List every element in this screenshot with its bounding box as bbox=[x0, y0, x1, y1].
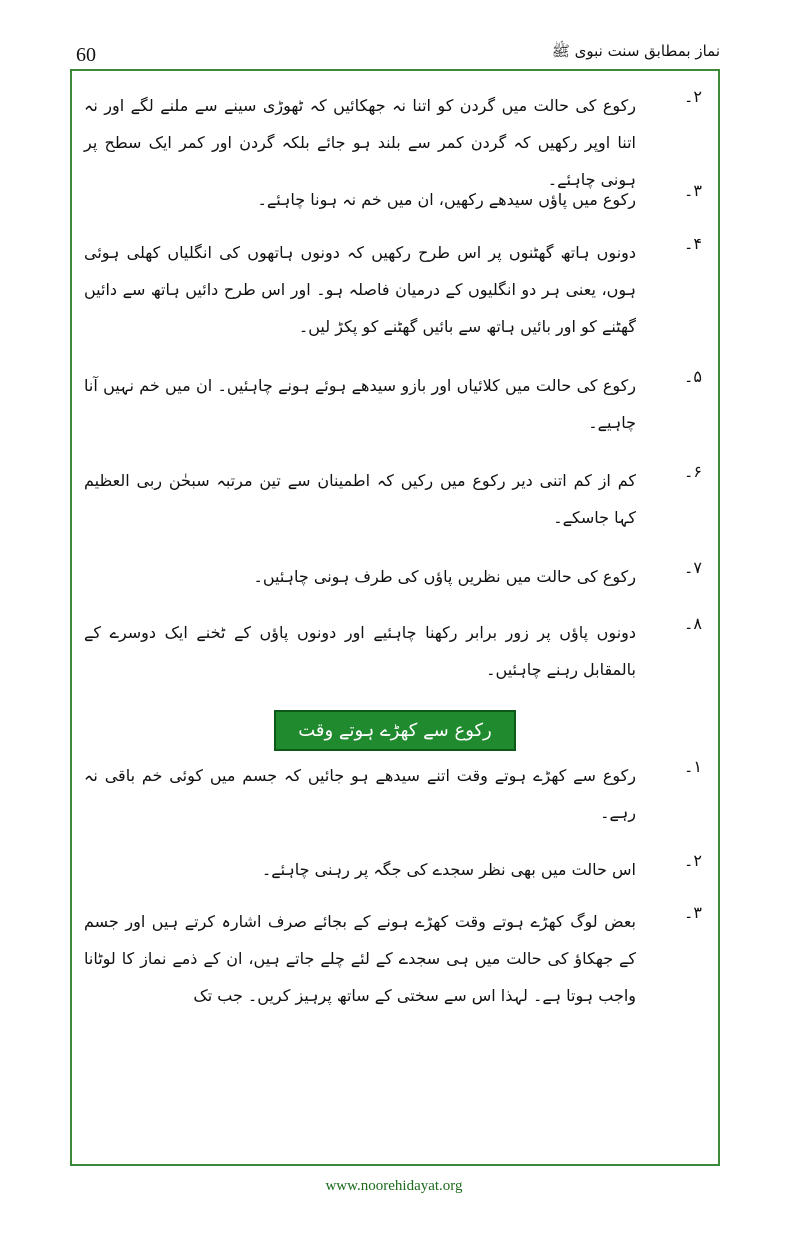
page-header bbox=[70, 38, 720, 68]
list-item bbox=[72, 181, 718, 234]
item-text: کم از کم اتنی دیر رکوع میں رکیں کہ اطمینان سے تین مرتبہ سبحٰن ربی العظیم کہا جاسکے۔ bbox=[84, 471, 636, 527]
item-number: ۳۔ bbox=[684, 903, 702, 922]
item-text: رکوع کی حالت میں نظریں پاؤں کی طرف ہونی چاہئیں۔ bbox=[253, 567, 636, 586]
footer-website: www.noorehidayat.org bbox=[325, 1178, 463, 1194]
item-text: رکوع کی حالت میں کلائیاں اور بازو سیدھے ہوئے ہونے چاہئیں۔ ان میں خم نہیں آنا چاہیے۔ bbox=[84, 376, 636, 432]
item-text: دونوں پاؤں پر زور برابر رکھنا چاہئیے اور دونوں پاؤں کے ٹخنے ایک دوسرے کے بالمقابل رہنے چاہئیں۔ bbox=[84, 623, 636, 679]
item-text: رکوع میں پاؤں سیدھے رکھیں، ان میں خم نہ ہونا چاہئے۔ bbox=[257, 190, 636, 209]
content-body bbox=[72, 87, 718, 1031]
item-number: ۸۔ bbox=[684, 614, 702, 633]
item-text: اس حالت میں بھی نظر سجدے کی جگہ پر رہنی چاہئے۔ bbox=[261, 860, 636, 879]
item-number: ۷۔ bbox=[684, 558, 702, 577]
book-title: نماز بمطابق سنت نبوی ﷺ bbox=[551, 42, 720, 60]
content-frame bbox=[70, 69, 720, 1166]
page-number: 60 bbox=[76, 44, 96, 66]
item-number: ۵۔ bbox=[684, 367, 702, 386]
section-heading-wrap bbox=[72, 710, 718, 751]
list-item bbox=[72, 462, 718, 558]
item-number: ۲۔ bbox=[684, 87, 702, 106]
list-item bbox=[72, 234, 718, 367]
list-item bbox=[72, 367, 718, 462]
item-number: ۲۔ bbox=[684, 851, 702, 870]
list-item bbox=[72, 558, 718, 614]
item-number: ۱۔ bbox=[684, 757, 702, 776]
item-number: ۶۔ bbox=[684, 462, 702, 481]
list-item bbox=[72, 903, 718, 1031]
item-text: بعض لوگ کھڑے ہوتے وقت کھڑے ہونے کے بجائے صرف اشارہ کرتے ہیں اور جسم کے جھکاؤ کی حالت میں ہی سجدے کے لئے چلے جاتے ہیں، ان کے ذمے نماز کا لوٹانا واجب ہوتا ہے۔ لہذا اس سے سختی کے ساتھ پرہیز کریں۔ جب تک bbox=[84, 912, 636, 1005]
item-number: ۴۔ bbox=[684, 234, 702, 253]
item-text: دونوں ہاتھ گھٹنوں پر اس طرح رکھیں کہ دونوں ہاتھوں کی انگلیاں کھلی ہوئی ہوں، یعنی ہر دو انگلیوں کے درمیان فاصلہ ہو۔ اور اس طرح دائیں ہاتھ سے دائیں گھٹنے کو اور بائیں ہاتھ سے بائیں گھٹنے کو پکڑ لیں۔ bbox=[84, 243, 636, 336]
item-text: رکوع کی حالت میں گردن کو اتنا نہ جھکائیں کہ ٹھوڑی سینے سے ملنے لگے اور نہ اتنا اوپر رکھیں کہ گردن کمر سے بلند ہو جائے بلکہ گردن اور کمر ایک سطح پر ہونی چاہئے۔ bbox=[84, 96, 636, 189]
list-item bbox=[72, 87, 718, 189]
list-item bbox=[72, 614, 718, 704]
section-heading: رکوع سے کھڑے ہوتے وقت bbox=[274, 710, 516, 751]
list-item bbox=[72, 851, 718, 903]
item-number: ۳۔ bbox=[684, 181, 702, 200]
list-item bbox=[72, 757, 718, 851]
item-text: رکوع سے کھڑے ہوتے وقت اتنے سیدھے ہو جائیں کہ جسم میں کوئی خم باقی نہ رہے۔ bbox=[84, 766, 636, 822]
